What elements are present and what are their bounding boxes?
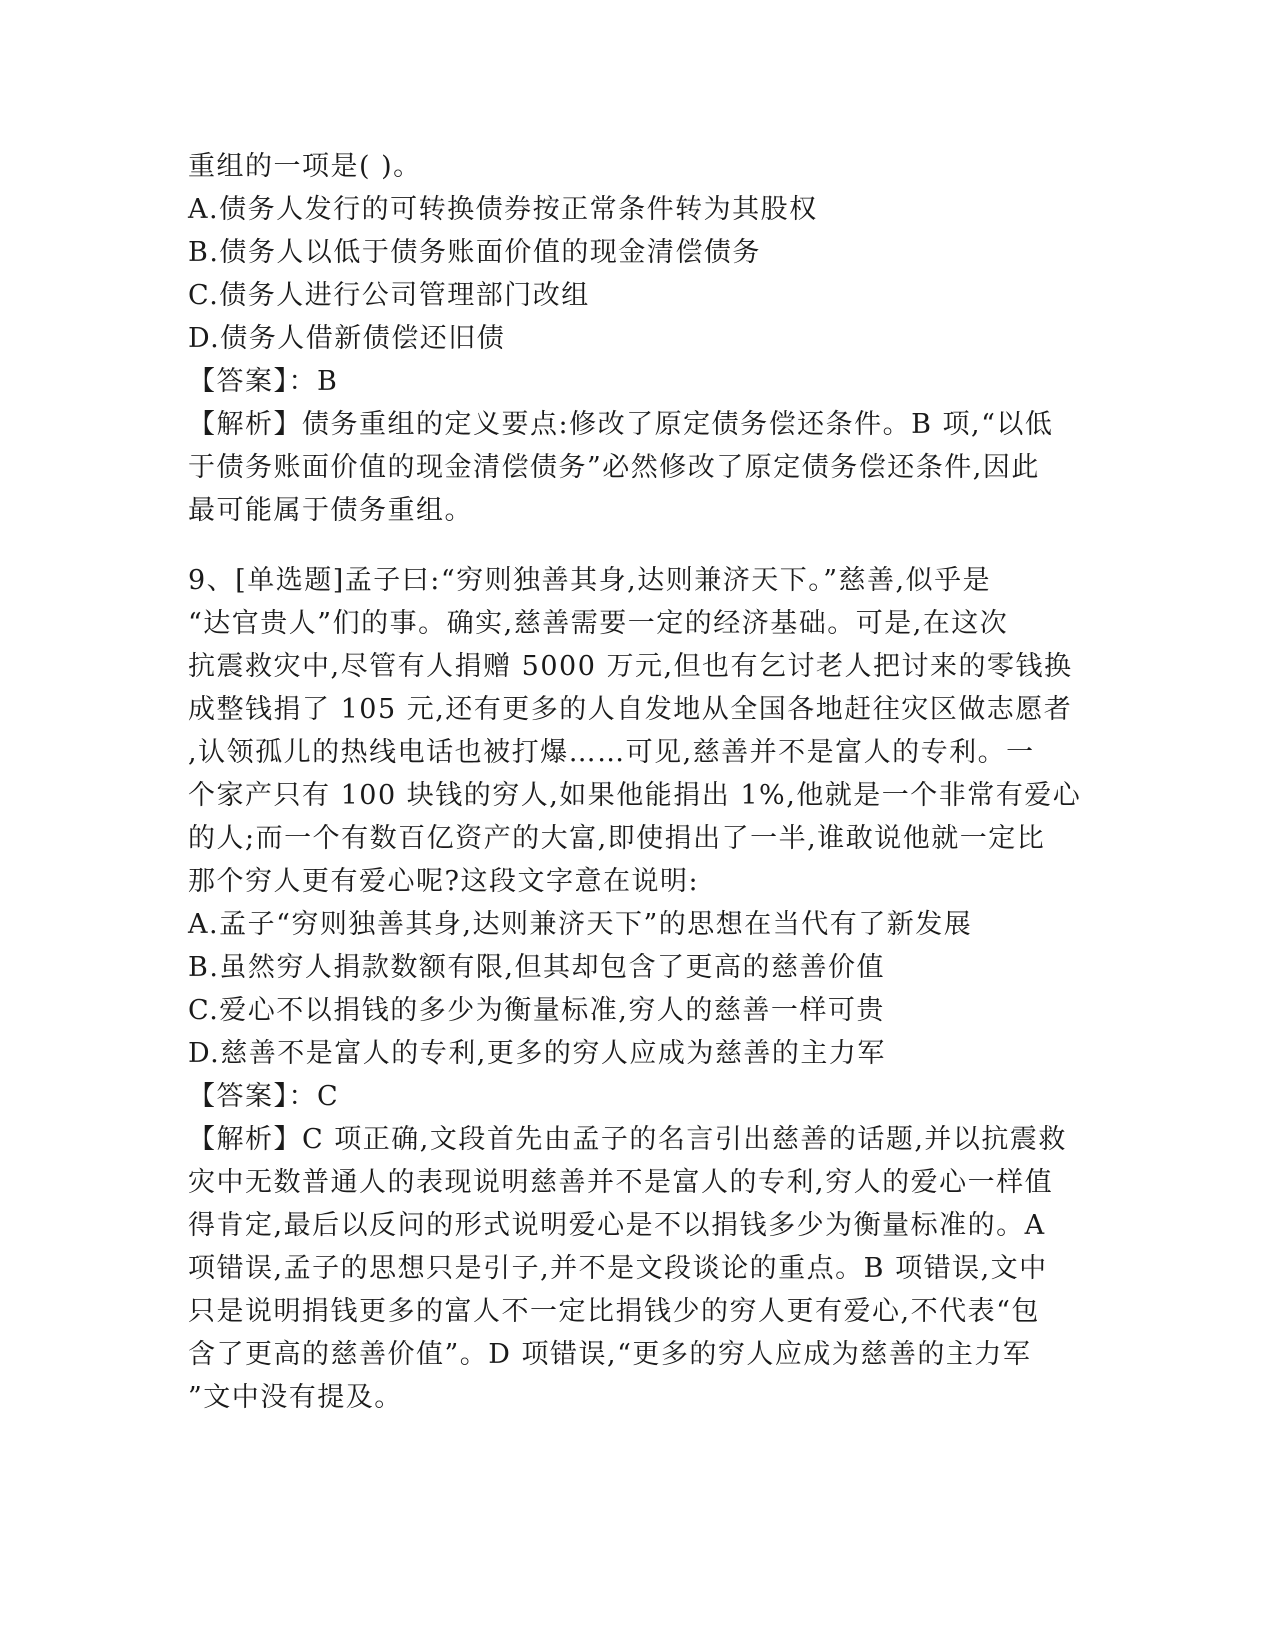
answer-line: 【答案】：C — [188, 1081, 340, 1112]
analysis-line: 得肯定,最后以反问的形式说明爱心是不以捐钱多少为衡量标准的。A — [188, 1210, 1046, 1241]
option-c: C.债务人进行公司管理部门改组 — [188, 280, 590, 311]
analysis-line: ”文中没有提及。 — [188, 1382, 403, 1413]
stem-line: 9、[单选题]孟子曰:“穷则独善其身,达则兼济天下。”慈善,似乎是 — [188, 565, 992, 596]
analysis-line: 灾中无数普通人的表现说明慈善并不是富人的专利,穷人的爱心一样值 — [188, 1167, 1054, 1198]
option-a: A.债务人发行的可转换债券按正常条件转为其股权 — [188, 194, 818, 225]
analysis-line: 【解析】债务重组的定义要点:修改了原定债务偿还条件。B 项,“以低 — [188, 409, 1054, 440]
analysis-line: 于债务账面价值的现金清偿债务”必然修改了原定债务偿还条件,因此 — [188, 452, 1040, 483]
option-b: B.债务人以低于债务账面价值的现金清偿债务 — [188, 237, 761, 268]
analysis-line: 【解析】C 项正确,文段首先由孟子的名言引出慈善的话题,并以抗震救 — [188, 1124, 1067, 1155]
option-a: A.孟子“穷则独善其身,达则兼济天下”的思想在当代有了新发展 — [188, 909, 973, 940]
option-d: D.债务人借新债偿还旧债 — [188, 323, 506, 354]
question-stem — [188, 559, 1088, 903]
stem-line: “达官贵人”们的事。确实,慈善需要一定的经济基础。可是,在这次 — [188, 608, 1009, 639]
analysis-line: 项错误,孟子的思想只是引子,并不是文段谈论的重点。B 项错误,文中 — [188, 1253, 1048, 1284]
analysis-paragraph — [188, 1118, 1088, 1419]
question-stem-tail: 重组的一项是( )。 — [188, 151, 422, 182]
stem-line: 的人;而一个有数百亿资产的大富,即使捐出了一半,谁敢说他就一定比 — [188, 823, 1046, 854]
option-c: C.爱心不以捐钱的多少为衡量标准,穷人的慈善一样可贵 — [188, 995, 885, 1026]
stem-line: ,认领孤儿的热线电话也被打爆……可见,慈善并不是富人的专利。一 — [188, 737, 1035, 768]
stem-line: 个家产只有 100 块钱的穷人,如果他能捐出 1%,他就是一个非常有爱心 — [188, 780, 1082, 811]
analysis-paragraph — [188, 403, 1088, 532]
stem-line: 抗震救灾中,尽管有人捐赠 5000 万元,但也有乞讨老人把讨来的零钱换 — [188, 651, 1073, 682]
question-9 — [188, 559, 1088, 1419]
question-separator — [188, 532, 1088, 559]
stem-line: 成整钱捐了 105 元,还有更多的人自发地从全国各地赶往灾区做志愿者 — [188, 694, 1073, 725]
stem-line: 那个穷人更有爱心呢?这段文字意在说明: — [188, 866, 700, 897]
answer-line: 【答案】：B — [188, 366, 339, 397]
page-content — [188, 145, 1088, 1419]
question-8 — [188, 145, 1088, 532]
option-d: D.慈善不是富人的专利,更多的穷人应成为慈善的主力军 — [188, 1038, 886, 1069]
analysis-line: 含了更高的慈善价值”。D 项错误,“更多的穷人应成为慈善的主力军 — [188, 1339, 1032, 1370]
analysis-line: 最可能属于债务重组。 — [188, 495, 473, 526]
option-b: B.虽然穷人捐款数额有限,但其却包含了更高的慈善价值 — [188, 952, 886, 983]
analysis-line: 只是说明捐钱更多的富人不一定比捐钱少的穷人更有爱心,不代表“包 — [188, 1296, 1040, 1327]
